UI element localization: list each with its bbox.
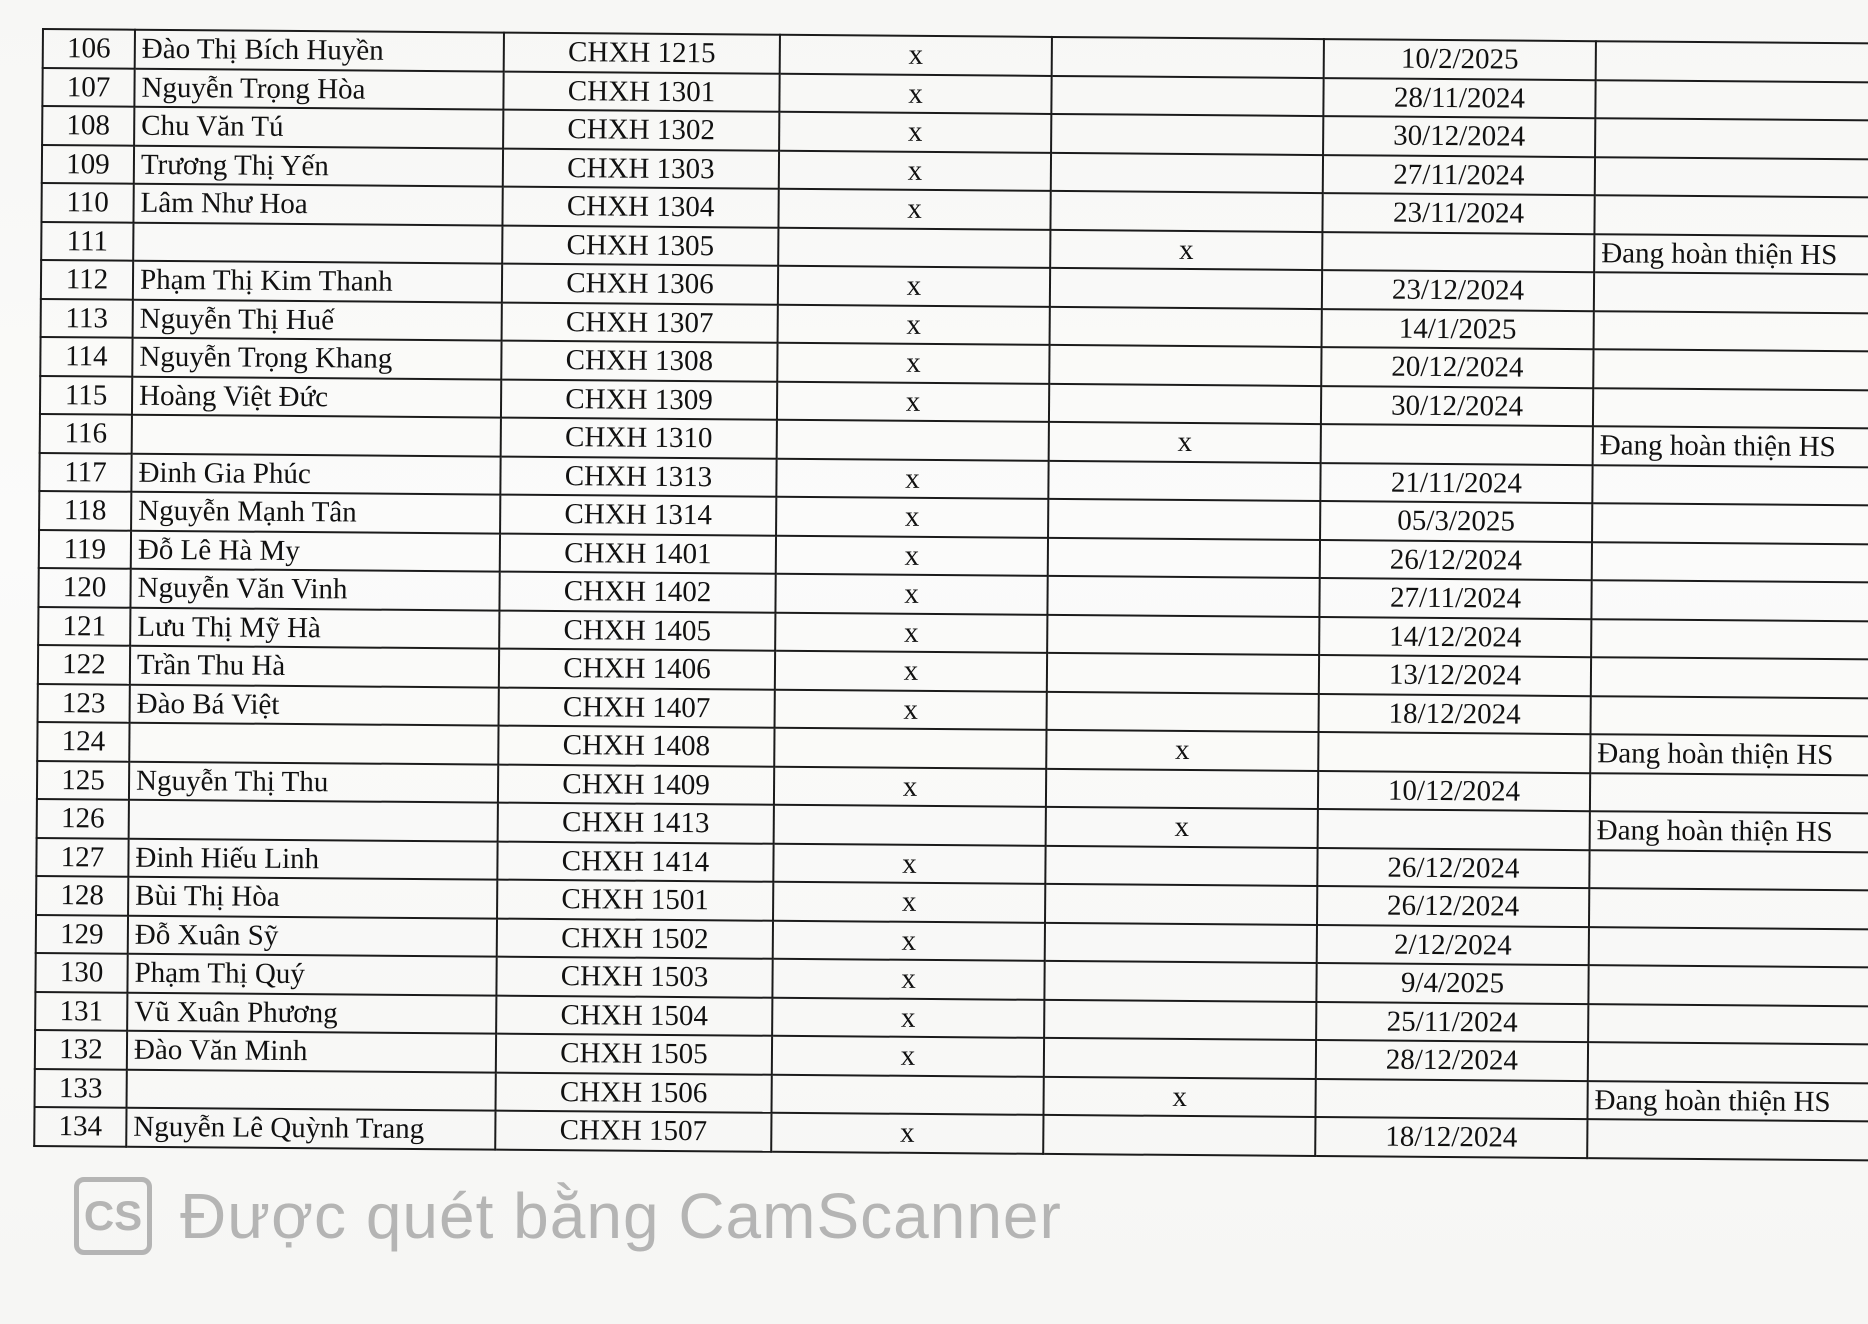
mark-column-2 (1043, 1115, 1315, 1156)
person-name (133, 222, 502, 263)
mark-column-2 (1045, 922, 1317, 963)
camscanner-watermark (74, 1176, 1062, 1256)
apartment-code: CHXH 1309 (501, 379, 777, 420)
apartment-code: CHXH 1401 (500, 533, 776, 574)
date-cell: 23/11/2024 (1322, 193, 1594, 234)
apartment-code: CHXH 1504 (496, 995, 772, 1036)
person-name: Đỗ Lê Hà My (131, 530, 500, 571)
row-number: 122 (38, 645, 130, 684)
note-cell (1589, 927, 1868, 968)
date-cell (1318, 732, 1590, 773)
mark-column-2: x (1049, 422, 1321, 463)
date-cell: 26/12/2024 (1317, 848, 1589, 889)
person-name: Đào Thị Bích Huyền (135, 30, 504, 71)
note-cell (1588, 1042, 1868, 1083)
camscanner-logo-icon: CS (74, 1177, 152, 1255)
note-cell (1591, 619, 1868, 660)
note-cell (1592, 465, 1868, 506)
watermark-text: Được quét bằng CamScanner (180, 1180, 1062, 1252)
apartment-code: CHXH 1409 (498, 764, 774, 805)
date-cell: 28/11/2024 (1323, 78, 1595, 119)
date-cell: 23/12/2024 (1322, 270, 1594, 311)
mark-column-2 (1049, 383, 1321, 424)
person-name: Nguyễn Mạnh Tân (131, 492, 500, 533)
note-cell: Đang hoàn thiện HS (1593, 426, 1868, 467)
apartment-code: CHXH 1407 (499, 687, 775, 728)
mark-column-1 (774, 728, 1046, 769)
mark-column-1: x (779, 112, 1051, 153)
row-number: 117 (39, 452, 131, 491)
date-cell: 30/12/2024 (1321, 386, 1593, 427)
person-name: Nguyễn Trọng Hòa (134, 68, 503, 109)
row-number: 119 (39, 529, 131, 568)
row-number: 132 (35, 1030, 127, 1069)
mark-column-1: x (779, 150, 1051, 191)
mark-column-2 (1047, 653, 1319, 694)
apartment-code: CHXH 1501 (497, 880, 773, 921)
mark-column-2 (1050, 268, 1322, 309)
mark-column-2 (1045, 884, 1317, 925)
row-number: 129 (36, 914, 128, 953)
person-name: Lưu Thị Mỹ Hà (130, 607, 499, 648)
apartment-code: CHXH 1308 (501, 341, 777, 382)
apartment-code: CHXH 1313 (500, 456, 776, 497)
note-cell (1593, 388, 1868, 429)
row-number: 118 (39, 491, 131, 530)
note-cell (1595, 118, 1868, 159)
date-cell: 14/1/2025 (1322, 309, 1594, 350)
row-number: 130 (35, 953, 127, 992)
person-name: Phạm Thị Kim Thanh (133, 261, 502, 302)
mark-column-2 (1051, 152, 1323, 193)
date-cell (1322, 232, 1594, 273)
mark-column-2 (1049, 345, 1321, 386)
person-name: Đinh Hiếu Linh (128, 838, 497, 879)
person-name: Nguyễn Trọng Khang (132, 338, 501, 379)
apartment-code: CHXH 1406 (499, 649, 775, 690)
mark-column-1: x (772, 959, 1044, 1000)
mark-column-2: x (1046, 730, 1318, 771)
person-name (127, 1069, 496, 1110)
mark-column-2 (1044, 999, 1316, 1040)
person-name: Hoàng Việt Đức (132, 376, 501, 417)
mark-column-1: x (776, 497, 1048, 538)
apartment-code: CHXH 1405 (499, 610, 775, 651)
date-cell: 20/12/2024 (1321, 347, 1593, 388)
row-number: 107 (42, 68, 134, 107)
apartment-code: CHXH 1502 (497, 918, 773, 959)
date-cell: 30/12/2024 (1323, 116, 1595, 157)
date-cell: 10/12/2024 (1318, 771, 1590, 812)
mark-column-1 (774, 805, 1046, 846)
row-number: 128 (36, 876, 128, 915)
person-name: Phạm Thị Quý (127, 954, 496, 995)
apartment-code: CHXH 1413 (498, 803, 774, 844)
row-number: 123 (38, 683, 130, 722)
date-cell: 26/12/2024 (1320, 540, 1592, 581)
apartment-code: CHXH 1303 (503, 148, 779, 189)
row-number: 112 (41, 260, 133, 299)
mark-column-1: x (773, 882, 1045, 923)
mark-column-1: x (775, 689, 1047, 730)
apartment-code: CHXH 1304 (502, 187, 778, 228)
row-number: 116 (40, 414, 132, 453)
note-cell: Đang hoàn thiện HS (1587, 1081, 1868, 1122)
mark-column-1: x (774, 766, 1046, 807)
apartment-code: CHXH 1310 (501, 418, 777, 459)
mark-column-1: x (775, 612, 1047, 653)
person-name: Nguyễn Văn Vinh (130, 569, 499, 610)
date-cell: 18/12/2024 (1315, 1117, 1587, 1158)
mark-column-2 (1048, 499, 1320, 540)
mark-column-2: x (1046, 807, 1318, 848)
mark-column-1 (772, 1074, 1044, 1115)
mark-column-1: x (777, 381, 1049, 422)
note-cell (1594, 311, 1868, 352)
row-number: 126 (37, 799, 129, 838)
date-cell: 14/12/2024 (1319, 617, 1591, 658)
mark-column-2 (1052, 37, 1324, 78)
row-number: 109 (42, 145, 134, 184)
row-number: 108 (42, 106, 134, 145)
row-number: 113 (41, 298, 133, 337)
date-cell: 27/11/2024 (1319, 578, 1591, 619)
note-cell (1590, 773, 1868, 814)
note-cell (1591, 580, 1868, 621)
mark-column-1 (777, 420, 1049, 461)
person-name: Trương Thị Yến (134, 145, 503, 186)
mark-column-2 (1046, 768, 1318, 809)
note-cell (1588, 965, 1868, 1006)
mark-column-1: x (775, 651, 1047, 692)
row-number: 134 (34, 1107, 126, 1146)
row-number: 120 (38, 568, 130, 607)
apartment-code: CHXH 1305 (502, 225, 778, 266)
apartment-code: CHXH 1215 (504, 33, 780, 74)
person-name: Nguyễn Thị Thu (129, 761, 498, 802)
person-name: Vũ Xuân Phương (127, 992, 496, 1033)
apartment-code: CHXH 1507 (495, 1111, 771, 1152)
mark-column-2 (1050, 191, 1322, 232)
note-cell (1592, 503, 1868, 544)
mark-column-2 (1047, 691, 1319, 732)
date-cell: 2/12/2024 (1317, 925, 1589, 966)
apartment-code: CHXH 1414 (497, 841, 773, 882)
note-cell (1596, 41, 1868, 82)
date-cell (1318, 809, 1590, 850)
apartment-code: CHXH 1408 (498, 726, 774, 767)
person-name: Nguyễn Lê Quỳnh Trang (126, 1108, 495, 1149)
person-name: Đào Bá Việt (130, 684, 499, 725)
mark-column-1: x (773, 843, 1045, 884)
date-cell: 21/11/2024 (1320, 463, 1592, 504)
mark-column-1: x (773, 920, 1045, 961)
mark-column-2 (1048, 460, 1320, 501)
mark-column-1: x (776, 458, 1048, 499)
note-cell (1595, 157, 1868, 198)
mark-column-2: x (1050, 229, 1322, 270)
person-name: Chu Văn Tú (134, 107, 503, 148)
apartment-code: CHXH 1307 (502, 302, 778, 343)
date-cell: 13/12/2024 (1319, 655, 1591, 696)
date-cell (1321, 424, 1593, 465)
apartment-code: CHXH 1306 (502, 264, 778, 305)
note-cell (1589, 850, 1868, 891)
mark-column-1: x (778, 304, 1050, 345)
mark-column-1: x (778, 266, 1050, 307)
records-table (33, 28, 1868, 1161)
mark-column-1: x (771, 1113, 1043, 1154)
row-number: 125 (37, 760, 129, 799)
apartment-code: CHXH 1314 (500, 495, 776, 536)
mark-column-2 (1047, 614, 1319, 655)
apartment-code: CHXH 1302 (503, 110, 779, 151)
note-cell (1593, 349, 1868, 390)
date-cell: 05/3/2025 (1320, 501, 1592, 542)
note-cell (1589, 888, 1868, 929)
mark-column-1: x (778, 189, 1050, 230)
note-cell (1592, 542, 1868, 583)
table-body (34, 29, 1868, 1160)
date-cell: 18/12/2024 (1319, 694, 1591, 735)
row-number: 106 (43, 29, 135, 68)
date-cell: 25/11/2024 (1316, 1002, 1588, 1043)
mark-column-2 (1048, 537, 1320, 578)
apartment-code: CHXH 1402 (499, 572, 775, 613)
mark-column-1: x (780, 35, 1052, 76)
date-cell: 28/12/2024 (1316, 1040, 1588, 1081)
person-name: Đinh Gia Phúc (131, 453, 500, 494)
mark-column-2 (1050, 306, 1322, 347)
apartment-code: CHXH 1301 (503, 71, 779, 112)
person-name (129, 723, 498, 764)
person-name: Lâm Như Hoa (133, 184, 502, 225)
note-cell (1595, 80, 1868, 121)
row-number: 115 (40, 375, 132, 414)
mark-column-1: x (772, 1036, 1044, 1077)
row-number: 133 (35, 1068, 127, 1107)
mark-column-2: x (1043, 1076, 1315, 1117)
date-cell: 27/11/2024 (1323, 155, 1595, 196)
date-cell: 10/2/2025 (1324, 39, 1596, 80)
row-number: 127 (36, 837, 128, 876)
apartment-code: CHXH 1503 (496, 957, 772, 998)
note-cell (1594, 272, 1868, 313)
apartment-code: CHXH 1506 (496, 1072, 772, 1113)
mark-column-1: x (775, 574, 1047, 615)
date-cell: 26/12/2024 (1317, 886, 1589, 927)
mark-column-2 (1047, 576, 1319, 617)
mark-column-1: x (776, 535, 1048, 576)
mark-column-1: x (779, 73, 1051, 114)
person-name: Trần Thu Hà (130, 646, 499, 687)
person-name: Nguyễn Thị Huế (133, 299, 502, 340)
date-cell: 9/4/2025 (1316, 963, 1588, 1004)
row-number: 131 (35, 991, 127, 1030)
note-cell: Đang hoàn thiện HS (1590, 734, 1868, 775)
mark-column-2 (1045, 845, 1317, 886)
row-number: 121 (38, 606, 130, 645)
person-name (132, 415, 501, 456)
note-cell (1591, 696, 1868, 737)
mark-column-2 (1051, 75, 1323, 116)
note-cell (1594, 195, 1868, 236)
mark-column-2 (1044, 1038, 1316, 1079)
date-cell (1315, 1079, 1587, 1120)
person-name: Bùi Thị Hòa (128, 877, 497, 918)
apartment-code: CHXH 1505 (496, 1034, 772, 1075)
mark-column-1: x (777, 343, 1049, 384)
mark-column-2 (1051, 114, 1323, 155)
person-name: Đỗ Xuân Sỹ (128, 915, 497, 956)
note-cell (1587, 1119, 1868, 1160)
row-number: 110 (41, 183, 133, 222)
row-number: 114 (40, 337, 132, 376)
person-name (129, 800, 498, 841)
note-cell: Đang hoàn thiện HS (1594, 234, 1868, 275)
mark-column-2 (1044, 961, 1316, 1002)
person-name: Đào Văn Minh (127, 1031, 496, 1072)
note-cell (1588, 1004, 1868, 1045)
note-cell: Đang hoàn thiện HS (1590, 811, 1868, 852)
note-cell (1591, 657, 1868, 698)
row-number: 124 (37, 722, 129, 761)
row-number: 111 (41, 222, 133, 261)
mark-column-1 (778, 227, 1050, 268)
mark-column-1: x (772, 997, 1044, 1038)
